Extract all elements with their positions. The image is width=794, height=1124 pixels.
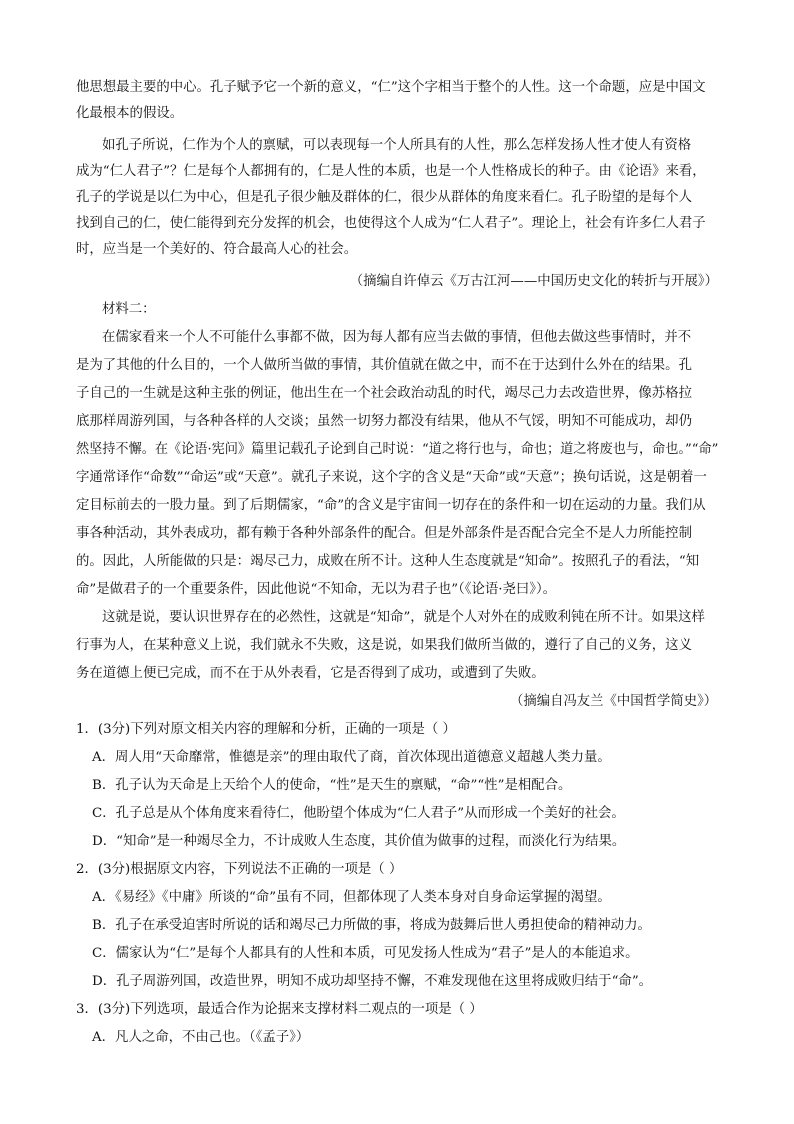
paragraph-line: 化最根本的假设。 (76, 106, 184, 121)
paragraph-line: 然坚持不懈。在《论语·宪问》篇里记载孔子论到自己时说：“道之将行也与，命也；道之将废也与，命也。”“命” (76, 442, 719, 457)
paragraph-line: 字通常译作“命数”“命运”或“天意”。就孔子来说，这个字的含义是“天命”或“天意”；换句话说，这是朝着一 (76, 470, 707, 485)
question-2-option-c: C．儒家认为“仁”是每个人都具有的人性和本质，可见发扬人性成为“君子”是人的本能追求。 (92, 946, 639, 961)
paragraph-line: 是为了其他的什么目的，一个人做所当做的事情，其价值就在做之中，而不在于达到什么外在的结果。孔 (76, 358, 692, 373)
paragraph-line: 孔子的学说是以仁为中心，但是孔子很少触及群体的仁，很少从群体的角度来看仁。孔子盼望的是每个人 (76, 190, 692, 205)
question-2-option-b: B．孔子在承受迫害时所说的话和竭尽己力所做的事，将成为鼓舞后世人勇担使命的精神动力。 (92, 918, 651, 933)
question-1-option-c: C．孔子总是从个体角度来看待仁，他盼望个体成为“仁人君子”从而形成一个美好的社会。 (92, 806, 625, 821)
question-2-stem: 2．(3分)根据原文内容，下列说法不正确的一项是（ ） (76, 862, 403, 877)
paragraph-line: 成为“仁人君子”？仁是每个人都拥有的，仁是人性的本质，也是一个人性格成长的种子。由《论语》来看， (76, 164, 706, 179)
paragraph-line: 找到自己的仁，使仁能得到充分发挥的机会，也使得这个人成为“仁人君子”。理论上，社会有许多仁人君子 (76, 216, 706, 231)
paragraph-line: 命”是做君子的一个重要条件，因此他说“不知命，无以为君子也”（《论语·尧曰》）。 (76, 582, 557, 597)
question-1-option-a: A．周人用“天命靡常，惟德是亲”的理由取代了商，首次体现出道德意义超越人类力量。 (92, 750, 611, 765)
material-heading: 材料二： (102, 302, 156, 317)
question-2-option-d: D．孔子周游列国，改造世界，明知不成功却坚持不懈，不难发现他在这里将成败归结于“命”。 (92, 974, 653, 989)
question-2-option-a: A．《易经》《中庸》所谈的“命”虽有不同，但都体现了人类本身对自身命运掌握的渴望。 (92, 890, 611, 905)
paragraph-line: 底那样周游列国，与各种各样的人交谈；虽然一切努力都没有结果，他从不气馁，明知不可能成功，却仍 (76, 414, 692, 429)
paragraph-line: 他思想最主要的中心。孔子赋予它一个新的意义，“仁”这个字相当于整个的人性。这一个命题，应是中国文 (76, 80, 706, 95)
question-3-stem: 3．(3分)下列选项，最适合作为论据来支撑材料二观点的一项是（ ） (76, 1002, 483, 1017)
paragraph-line: 务在道德上便已完成，而不在于从外表看，它是否得到了成功，或遭到了失败。 (76, 666, 545, 681)
paragraph-line: 子自己的一生就是这种主张的例证，他出生在一个社会政治动乱的时代，竭尽己力去改造世界，像苏格拉 (76, 386, 692, 401)
question-1-option-d: D．“知命”是一种竭尽全力，不计成败人生态度，其价值为做事的过程，而淡化行为结果。 (92, 834, 626, 849)
paragraph-line: 如孔子所说，仁作为个人的禀赋，可以表现每一个人所具有的人性，那么怎样发扬人性才使人有资格 (102, 138, 692, 153)
paragraph-line: 事各种活动，其外表成功，都有赖于各种外部条件的配合。但是外部条件是否配合完全不是人力所能控制 (76, 526, 692, 541)
source-citation: （摘编自许倬云《万古江河——中国历史文化的转折与开展》） (349, 274, 718, 289)
paragraph-line: 时，应当是一个美好的、符合最高人心的社会。 (76, 242, 358, 257)
paragraph-line: 定目标前去的一股力量。到了后期儒家，“命”的含义是宇宙间一切存在的条件和一切在运动的力量。我们从 (76, 498, 706, 513)
source-citation: （摘编自冯友兰《中国哲学简史》） (510, 694, 718, 709)
question-1-stem: 1．(3分)下列对原文相关内容的理解和分析，正确的一项是（ ） (76, 722, 456, 737)
paragraph-line: 的。因此，人所能做的只是：竭尽己力，成败在所不计。这种人生态度就是“知命”。按照孔子的看法，“知 (76, 554, 700, 569)
question-3-option-a: A．凡人之命，不由己也。（《孟子》） (92, 1030, 310, 1045)
paragraph-line: 在儒家看来一个人不可能什么事都不做，因为每人都有应当去做的事情，但他去做这些事情时，并不 (102, 330, 692, 345)
paragraph-line: 这就是说，要认识世界存在的必然性，这就是“知命”，就是个人对外在的成败利钝在所不计。如果这样 (102, 610, 705, 625)
question-1-option-b: B．孔子认为天命是上天给个人的使命，“性”是天生的禀赋，“命”“性”是相配合。 (92, 778, 572, 793)
paragraph-line: 行事为人，在某种意义上说，我们就永不失败，这是说，如果我们做所当做的，遵行了自己的义务，这义 (76, 638, 692, 653)
